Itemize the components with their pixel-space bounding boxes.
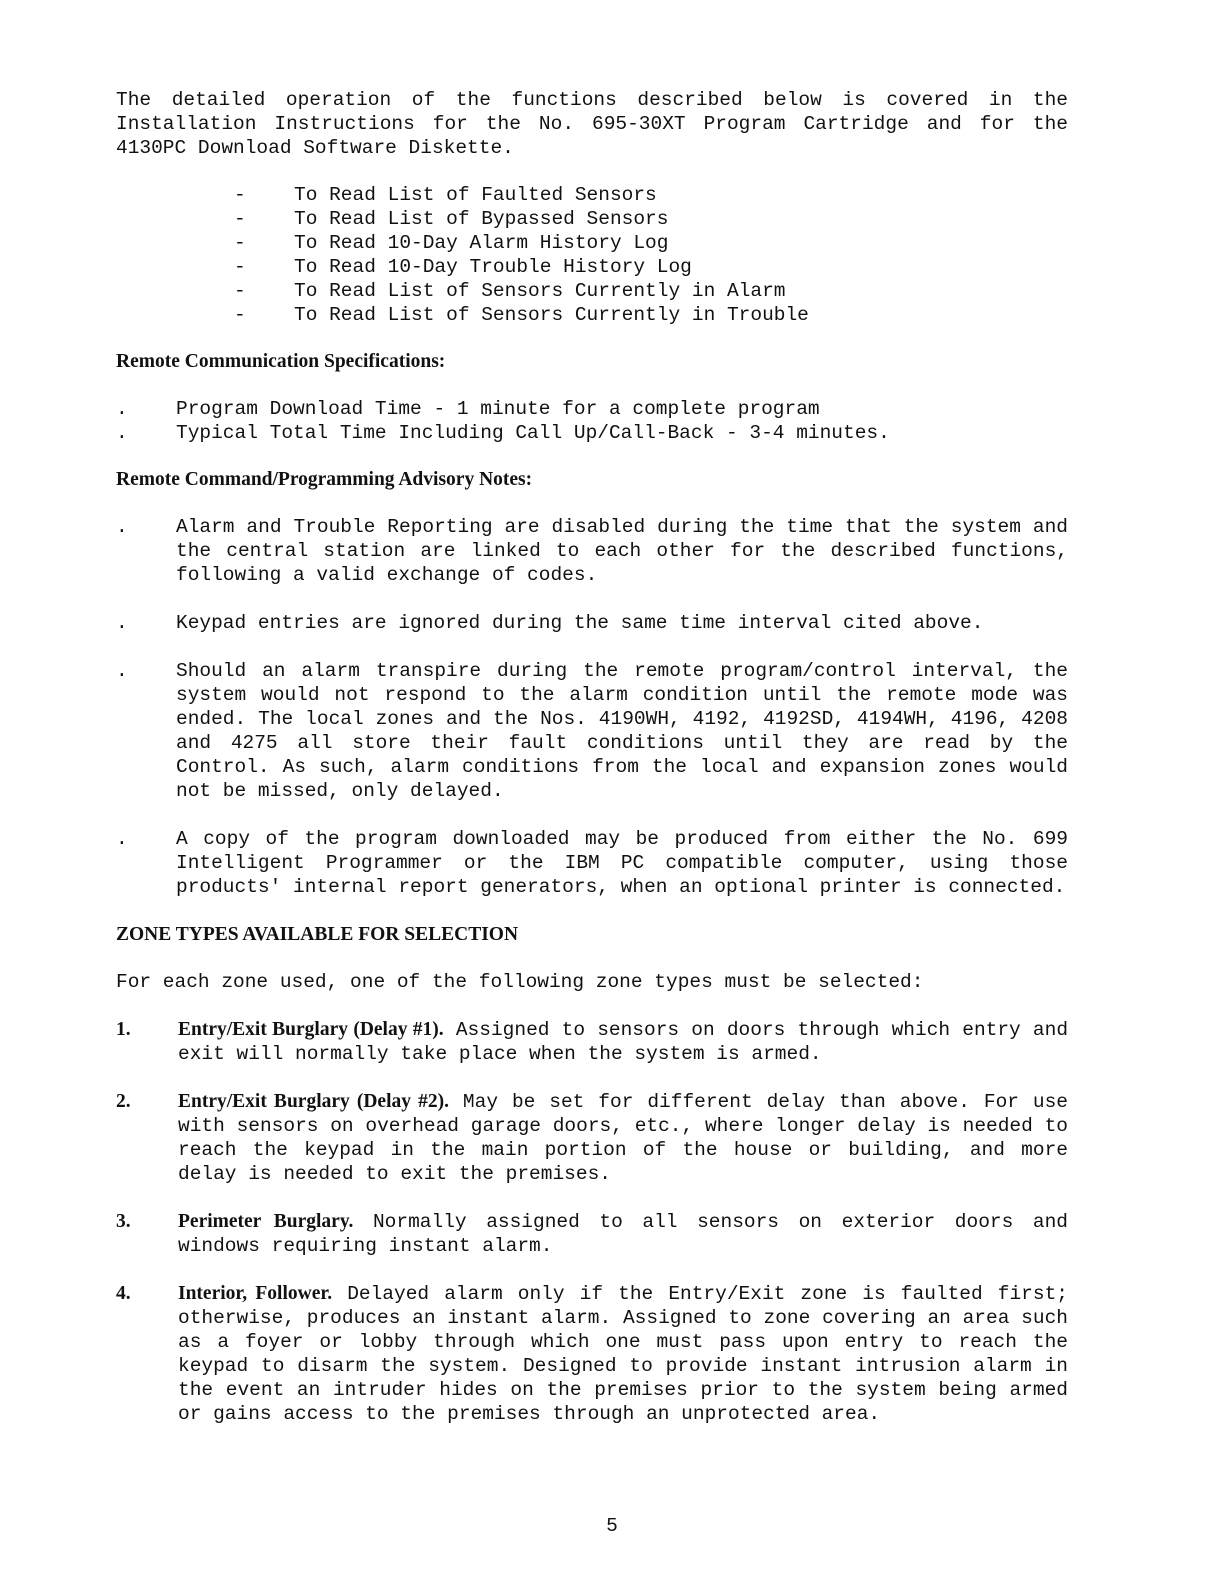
list-item <box>116 421 1068 445</box>
list-item-text: Alarm and Trouble Reporting are disabled during the time that the system and the central station are linked to each other for the described functions, following a valid exchange of codes. <box>176 516 1068 586</box>
zone-type-term: Perimeter Burglary. <box>178 1211 354 1232</box>
list-item <box>234 303 1068 327</box>
zone-type-description <box>178 1282 1068 1426</box>
list-item <box>234 231 1068 255</box>
zone-type-item <box>116 1090 1068 1186</box>
dash-marker: - <box>234 208 246 230</box>
item-number: 2. <box>116 1091 131 1112</box>
list-item <box>234 279 1068 303</box>
zones-heading: ZONE TYPES AVAILABLE FOR SELECTION <box>116 924 519 945</box>
document-page <box>116 88 1068 1450</box>
zone-type-text: Delayed alarm only if the Entry/Exit zone is faulted first; otherwise, produces an instant alarm. Assigned to zone covering an area such as a foyer or lobby through which one must pass upon entry to reach the keypad to disarm the system. Designed to provide instant intrusion alarm in the event an intruder hides on the premises prior to the system being armed or gains access to the premises through an unprotected area. <box>178 1283 1068 1425</box>
list-item-text: To Read List of Bypassed Sensors <box>294 208 669 230</box>
zone-type-description <box>178 1090 1068 1186</box>
zone-type-text: May be set for different delay than above. For use with sensors on overhead garage doors, etc., where longer delay is needed to reach the keypad in the main portion of the house or building, and more delay is needed to exit the premises. <box>178 1091 1069 1185</box>
list-item-text: To Read 10-Day Trouble History Log <box>294 256 692 278</box>
bullet-marker: . <box>116 612 128 634</box>
specs-heading: Remote Communication Specifications: <box>116 351 446 372</box>
intro-paragraph: The detailed operation of the functions described below is covered in the Installation Instructions for the No. 695-30XT Program Cartridge and for the 4130PC Download Software Diskette. <box>116 89 1068 159</box>
bullet-marker: . <box>116 828 128 850</box>
dash-marker: - <box>234 256 246 278</box>
list-item <box>116 515 1068 587</box>
item-number: 3. <box>116 1211 131 1232</box>
zone-type-item <box>116 1282 1068 1426</box>
list-item <box>116 659 1068 803</box>
list-item-text: To Read 10-Day Alarm History Log <box>294 232 669 254</box>
list-item-text: To Read List of Faulted Sensors <box>294 184 657 206</box>
dash-marker: - <box>234 184 246 206</box>
zone-type-text: Normally assigned to all sensors on exterior doors and windows requiring instant alarm. <box>178 1211 1068 1257</box>
function-list <box>234 183 1068 327</box>
list-item-text: A copy of the program downloaded may be produced from either the No. 699 Intelligent Programmer or the IBM PC compatible computer, using those products' internal report generators, when an optional printer is connected. <box>176 828 1068 898</box>
item-number: 1. <box>116 1019 131 1040</box>
bullet-marker: . <box>116 398 128 420</box>
bullet-marker: . <box>116 422 128 444</box>
bullet-marker: . <box>116 660 128 682</box>
zone-type-term: Interior, Follower. <box>178 1283 333 1304</box>
zone-type-item <box>116 1210 1068 1258</box>
list-item <box>116 827 1068 899</box>
zone-type-item <box>116 1018 1068 1066</box>
zone-type-list <box>116 1018 1068 1426</box>
list-item-text: To Read List of Sensors Currently in Trouble <box>294 304 809 326</box>
list-item <box>234 255 1068 279</box>
zone-type-description <box>178 1210 1068 1258</box>
notes-list <box>116 515 1068 899</box>
zone-type-description <box>178 1018 1068 1066</box>
zone-type-text: Assigned to sensors on doors through which entry and exit will normally take place when the system is armed. <box>178 1019 1069 1065</box>
bullet-marker: . <box>116 516 128 538</box>
zone-type-term: Entry/Exit Burglary (Delay #1). <box>178 1019 444 1040</box>
list-item-text: Program Download Time - 1 minute for a complete program <box>176 398 820 420</box>
specs-list <box>116 397 1068 445</box>
page-number: 5 <box>606 1515 618 1537</box>
list-item-text: Keypad entries are ignored during the same time interval cited above. <box>176 612 984 634</box>
list-item-text: Typical Total Time Including Call Up/Call-Back - 3-4 minutes. <box>176 422 890 444</box>
list-item <box>116 611 1068 635</box>
item-number: 4. <box>116 1283 131 1304</box>
list-item <box>234 207 1068 231</box>
zone-type-term: Entry/Exit Burglary (Delay #2). <box>178 1091 449 1112</box>
dash-marker: - <box>234 304 246 326</box>
list-item-text: Should an alarm transpire during the remote program/control interval, the system would not respond to the alarm condition until the remote mode was ended. The local zones and the Nos. 4190WH, 4192, 4192SD, 4194WH, 4196, 4208 and 4275 all store their fault conditions until they are read by the Control. As such, alarm conditions from the local and expansion zones would not be missed, only delayed. <box>176 660 1068 802</box>
dash-marker: - <box>234 280 246 302</box>
notes-heading: Remote Command/Programming Advisory Notes: <box>116 469 533 490</box>
dash-marker: - <box>234 232 246 254</box>
list-item <box>234 183 1068 207</box>
list-item <box>116 397 1068 421</box>
zones-intro: For each zone used, one of the following zone types must be selected: <box>116 971 924 993</box>
list-item-text: To Read List of Sensors Currently in Alarm <box>294 280 786 302</box>
